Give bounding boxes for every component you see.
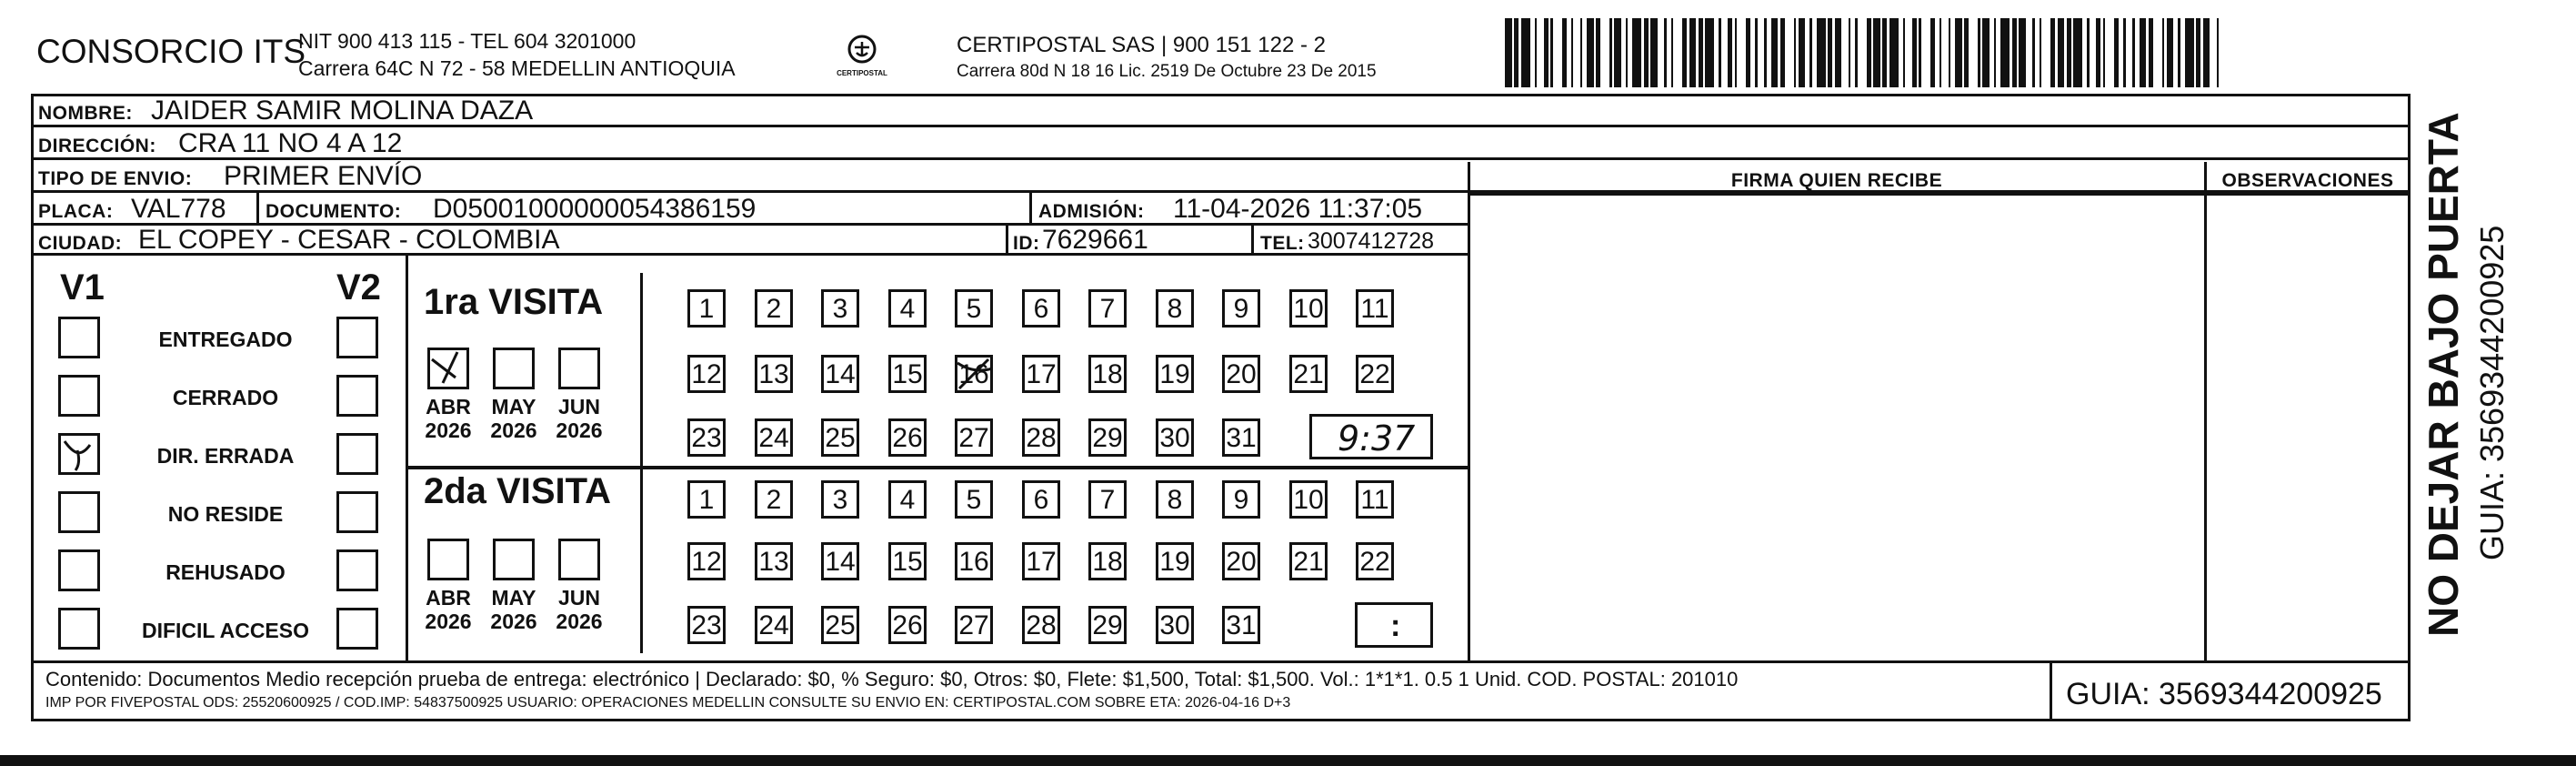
v1-checkbox[interactable] xyxy=(58,375,100,417)
visit1-day-box[interactable] xyxy=(1156,355,1194,393)
month-year: 2026 xyxy=(425,610,472,633)
visit1-time-value: 9:37 xyxy=(1338,418,1416,459)
day-number: 29 xyxy=(1092,610,1123,640)
visit2-month-label xyxy=(421,586,476,633)
visit1-day-box[interactable] xyxy=(955,418,993,457)
admision-value: 11-04-2026 11:37:05 xyxy=(1173,194,1423,224)
visit1-month-label xyxy=(421,395,476,442)
company-nit-line: NIT 900 413 115 - TEL 604 3201000 xyxy=(298,29,636,53)
placa-value: VAL778 xyxy=(131,194,226,224)
ciudad-label: CIUDAD: xyxy=(38,233,123,254)
visit1-time-box[interactable] xyxy=(1309,414,1433,459)
certipostal-logo xyxy=(835,31,889,86)
company-address-line: Carrera 64C N 72 - 58 MEDELLIN ANTIOQUIA xyxy=(298,56,736,80)
day-number: 18 xyxy=(1092,359,1123,389)
status-option-label: DIFICIL ACCESO xyxy=(141,619,309,642)
visit2-day-box[interactable] xyxy=(1156,542,1194,580)
day-number: 10 xyxy=(1293,485,1324,515)
v1-checkbox[interactable] xyxy=(58,549,100,591)
side-guia: GUIA: 3569344200925 xyxy=(2473,225,2511,560)
day-number: 16 xyxy=(958,547,989,577)
day-number: 17 xyxy=(1026,359,1057,389)
visit2-day-box[interactable] xyxy=(1356,480,1394,519)
visit1-day-box[interactable] xyxy=(1088,355,1127,393)
visit1-day-box[interactable] xyxy=(821,289,859,328)
visit1-day-box[interactable] xyxy=(821,418,859,457)
day-number: 26 xyxy=(892,423,923,453)
month-name: JUN xyxy=(557,586,600,610)
day-number: 25 xyxy=(825,423,856,453)
visit1-day-box[interactable] xyxy=(687,355,726,393)
day-number: 13 xyxy=(758,547,789,577)
status-option-label: NO RESIDE xyxy=(167,502,284,526)
id-label: ID: xyxy=(1013,233,1040,254)
visit2-day-box[interactable] xyxy=(821,606,859,644)
id-value: 7629661 xyxy=(1042,225,1148,255)
day-number: 15 xyxy=(892,359,923,389)
month-name: ABR xyxy=(426,395,471,418)
visit1-day-box[interactable] xyxy=(888,355,927,393)
logo-text: CERTIPOSTAL xyxy=(837,69,887,77)
direccion-value: CRA 11 NO 4 A 12 xyxy=(178,128,403,158)
documento-value: D05001000000054386159 xyxy=(433,194,757,224)
visit1-day-box[interactable] xyxy=(1289,289,1328,328)
visit1-day-box[interactable] xyxy=(1022,355,1060,393)
visit2-day-box[interactable] xyxy=(1222,480,1260,519)
day-number: 24 xyxy=(758,423,789,453)
visit2-day-box[interactable] xyxy=(888,606,927,644)
day-number: 30 xyxy=(1159,610,1190,640)
visit1-day-box[interactable] xyxy=(955,355,993,393)
visit2-day-box[interactable] xyxy=(1222,542,1260,580)
visit2-day-box[interactable] xyxy=(1022,606,1060,644)
day-number: 16 xyxy=(958,359,989,389)
direccion-label: DIRECCIÓN: xyxy=(38,136,156,156)
row-nombre xyxy=(33,95,2411,127)
month-year: 2026 xyxy=(490,418,537,442)
visit1-day-box[interactable] xyxy=(1356,355,1394,393)
month-year: 2026 xyxy=(556,418,603,442)
day-number: 27 xyxy=(958,423,989,453)
visit1-day-box[interactable] xyxy=(755,418,793,457)
visit2-month-checkbox[interactable] xyxy=(493,539,535,580)
visit2-day-box[interactable] xyxy=(1289,542,1328,580)
day-number: 3 xyxy=(832,294,848,324)
bottom-bar xyxy=(0,755,2576,766)
footer-content-line: Contenido: Documentos Medio recepción prueba de entrega: electrónico | Declarado: $0, % Seguro: $0, Otros: $0, Flete: $1,500, Total: $1,500. Vol.: 1*1*1. 0.5 1 Unid. COD. POSTAL: 201010 xyxy=(45,668,1739,690)
carrier-line: CERTIPOSTAL SAS | 900 151 122 - 2 xyxy=(957,33,1326,57)
visit1-month-label xyxy=(552,395,606,442)
month-name: JUN xyxy=(557,395,600,418)
visit2-day-box[interactable] xyxy=(888,480,927,519)
day-number: 6 xyxy=(1033,485,1049,515)
day-number: 23 xyxy=(691,610,722,640)
side-warning: NO DEJAR BAJO PUERTA xyxy=(2420,112,2467,637)
row-ciudad xyxy=(33,226,1469,256)
visit2-day-box[interactable] xyxy=(955,480,993,519)
day-number: 10 xyxy=(1293,294,1324,324)
day-number: 20 xyxy=(1226,359,1257,389)
v1-checkbox[interactable] xyxy=(58,491,100,533)
v2-label: V2 xyxy=(336,267,381,307)
visit1-day-box[interactable] xyxy=(1222,289,1260,328)
month-name: MAY xyxy=(491,586,536,610)
day-number: 1 xyxy=(698,294,715,324)
visit1-month-checkbox[interactable] xyxy=(427,348,469,389)
visit1-day-box[interactable] xyxy=(1088,289,1127,328)
visit1-month-checkbox[interactable] xyxy=(493,348,535,389)
day-number: 14 xyxy=(825,547,856,577)
day-number: 8 xyxy=(1167,294,1183,324)
placa-label: PLACA: xyxy=(38,201,114,222)
day-number: 27 xyxy=(958,610,989,640)
visit2-day-box[interactable] xyxy=(687,606,726,644)
visit2-day-box[interactable] xyxy=(1088,480,1127,519)
day-number: 3 xyxy=(832,485,848,515)
day-number: 13 xyxy=(758,359,789,389)
visit2-day-box[interactable] xyxy=(755,606,793,644)
visit2-time-box[interactable] xyxy=(1355,602,1433,648)
visit2-day-box[interactable] xyxy=(821,542,859,580)
visit1-day-box[interactable] xyxy=(1022,418,1060,457)
visit1-day-box[interactable] xyxy=(1289,355,1328,393)
visit1-day-box[interactable] xyxy=(888,418,927,457)
day-number: 22 xyxy=(1359,547,1390,577)
visit1-day-box[interactable] xyxy=(687,289,726,328)
tipo-envio-value: PRIMER ENVÍO xyxy=(224,161,423,191)
day-number: 5 xyxy=(966,485,982,515)
day-number: 22 xyxy=(1359,359,1390,389)
day-number: 7 xyxy=(1099,294,1116,324)
day-number: 5 xyxy=(966,294,982,324)
tipo-envio-label: TIPO DE ENVIO: xyxy=(38,168,193,189)
visit1-day-box[interactable] xyxy=(1222,355,1260,393)
visit2-day-box[interactable] xyxy=(955,606,993,644)
day-number: 20 xyxy=(1226,547,1257,577)
day-number: 28 xyxy=(1026,423,1057,453)
day-number: 11 xyxy=(1360,485,1389,515)
visit1-day-box[interactable] xyxy=(1156,289,1194,328)
visit2-month-checkbox[interactable] xyxy=(427,539,469,580)
visit2-month-label xyxy=(552,586,606,633)
visit1-day-box[interactable] xyxy=(1088,418,1127,457)
month-name: MAY xyxy=(491,395,536,418)
barcode xyxy=(1505,18,2232,87)
day-number: 12 xyxy=(691,359,722,389)
visit1-day-box[interactable] xyxy=(821,355,859,393)
documento-label: DOCUMENTO: xyxy=(266,201,402,222)
row-placa xyxy=(33,193,1469,226)
row-direccion xyxy=(33,127,2411,160)
visit2-day-box[interactable] xyxy=(687,480,726,519)
visit2-month-label xyxy=(486,586,541,633)
visit2-day-box[interactable] xyxy=(955,542,993,580)
day-number: 19 xyxy=(1159,359,1190,389)
day-number: 25 xyxy=(825,610,856,640)
day-number: 4 xyxy=(899,294,916,324)
nombre-label: NOMBRE: xyxy=(38,103,133,124)
footer-print-line: IMP POR FIVEPOSTAL ODS: 25520600925 / COD.IMP: 54837500925 USUARIO: OPERACIONES MEDELLIN CONSULTE SU ENVIO EN: CERTIPOSTAL.COM SOBRE ETA: 2026-04-16 D+3 xyxy=(45,695,1291,711)
month-name: ABR xyxy=(426,586,471,610)
company-name: CONSORCIO ITS xyxy=(36,33,306,70)
v1-checkbox[interactable] xyxy=(58,433,100,475)
status-option-label: REHUSADO xyxy=(165,560,286,584)
ciudad-value: EL COPEY - CESAR - COLOMBIA xyxy=(138,225,560,255)
footer-guia: GUIA: 3569344200925 xyxy=(2066,677,2382,711)
day-number: 2 xyxy=(766,294,782,324)
visit2-day-box[interactable] xyxy=(1088,606,1127,644)
month-year: 2026 xyxy=(425,418,472,442)
visit1-day-box[interactable] xyxy=(1356,289,1394,328)
nombre-value: JAIDER SAMIR MOLINA DAZA xyxy=(151,96,534,126)
day-number: 2 xyxy=(766,485,782,515)
day-number: 1 xyxy=(698,485,715,515)
visit1-day-box[interactable] xyxy=(955,289,993,328)
v1-checkbox[interactable] xyxy=(58,608,100,650)
visit2-day-box[interactable] xyxy=(821,480,859,519)
visit2-day-box[interactable] xyxy=(1222,606,1260,644)
day-number: 9 xyxy=(1233,294,1249,324)
status-option-label: DIR. ERRADA xyxy=(156,444,295,468)
visit2-day-box[interactable] xyxy=(755,480,793,519)
visit1-day-box[interactable] xyxy=(1156,418,1194,457)
visit2-day-box[interactable] xyxy=(1156,606,1194,644)
visit1-day-box[interactable] xyxy=(1022,289,1060,328)
day-number: 6 xyxy=(1033,294,1049,324)
observaciones-header: OBSERVACIONES xyxy=(2221,170,2394,191)
day-number: 17 xyxy=(1026,547,1057,577)
visit2-day-box[interactable] xyxy=(1156,480,1194,519)
status-option-label: CERRADO xyxy=(172,386,279,409)
visit1-day-box[interactable] xyxy=(1222,418,1260,457)
month-year: 2026 xyxy=(490,610,537,633)
day-number: 4 xyxy=(899,485,916,515)
visit2-day-box[interactable] xyxy=(1289,480,1328,519)
day-number: 31 xyxy=(1226,423,1257,453)
month-year: 2026 xyxy=(556,610,603,633)
visit1-title: 1ra VISITA xyxy=(424,282,604,322)
day-number: 21 xyxy=(1293,547,1324,577)
day-number: 26 xyxy=(892,610,923,640)
day-number: 7 xyxy=(1099,485,1116,515)
visit2-day-box[interactable] xyxy=(1022,542,1060,580)
day-number: 9 xyxy=(1233,485,1249,515)
firma-header: FIRMA QUIEN RECIBE xyxy=(1730,170,1943,191)
status-option-label: ENTREGADO xyxy=(158,328,293,351)
visit2-day-box[interactable] xyxy=(687,542,726,580)
day-number: 28 xyxy=(1026,610,1057,640)
day-number: 30 xyxy=(1159,423,1190,453)
day-number: 31 xyxy=(1226,610,1257,640)
day-number: 23 xyxy=(691,423,722,453)
visit1-month-label xyxy=(486,395,541,442)
visit1-day-box[interactable] xyxy=(687,418,726,457)
visit2-day-box[interactable] xyxy=(755,542,793,580)
visit2-time-value: : xyxy=(1390,609,1401,643)
visit2-title: 2da VISITA xyxy=(424,471,611,511)
visit2-day-box[interactable] xyxy=(1088,542,1127,580)
tel-label: TEL: xyxy=(1260,233,1305,254)
day-number: 12 xyxy=(691,547,722,577)
visit2-day-box[interactable] xyxy=(1356,542,1394,580)
day-number: 29 xyxy=(1092,423,1123,453)
v1-label: V1 xyxy=(60,267,105,307)
day-number: 8 xyxy=(1167,485,1183,515)
day-number: 11 xyxy=(1360,294,1389,324)
day-number: 18 xyxy=(1092,547,1123,577)
tel-value: 3007412728 xyxy=(1308,228,1435,254)
visit1-day-box[interactable] xyxy=(755,355,793,393)
visit2-day-box[interactable] xyxy=(1022,480,1060,519)
v1-checkbox[interactable] xyxy=(58,317,100,358)
day-number: 14 xyxy=(825,359,856,389)
day-number: 24 xyxy=(758,610,789,640)
visit2-month-checkbox[interactable] xyxy=(558,539,600,580)
visit2-day-box[interactable] xyxy=(888,542,927,580)
visit1-day-box[interactable] xyxy=(755,289,793,328)
visit1-month-checkbox[interactable] xyxy=(558,348,600,389)
admision-label: ADMISIÓN: xyxy=(1038,201,1145,222)
day-number: 15 xyxy=(892,547,923,577)
day-number: 19 xyxy=(1159,547,1190,577)
day-number: 21 xyxy=(1293,359,1324,389)
carrier-address-line: Carrera 80d N 18 16 Lic. 2519 De Octubre 23 De 2015 xyxy=(957,62,1377,81)
visit1-day-box[interactable] xyxy=(888,289,927,328)
